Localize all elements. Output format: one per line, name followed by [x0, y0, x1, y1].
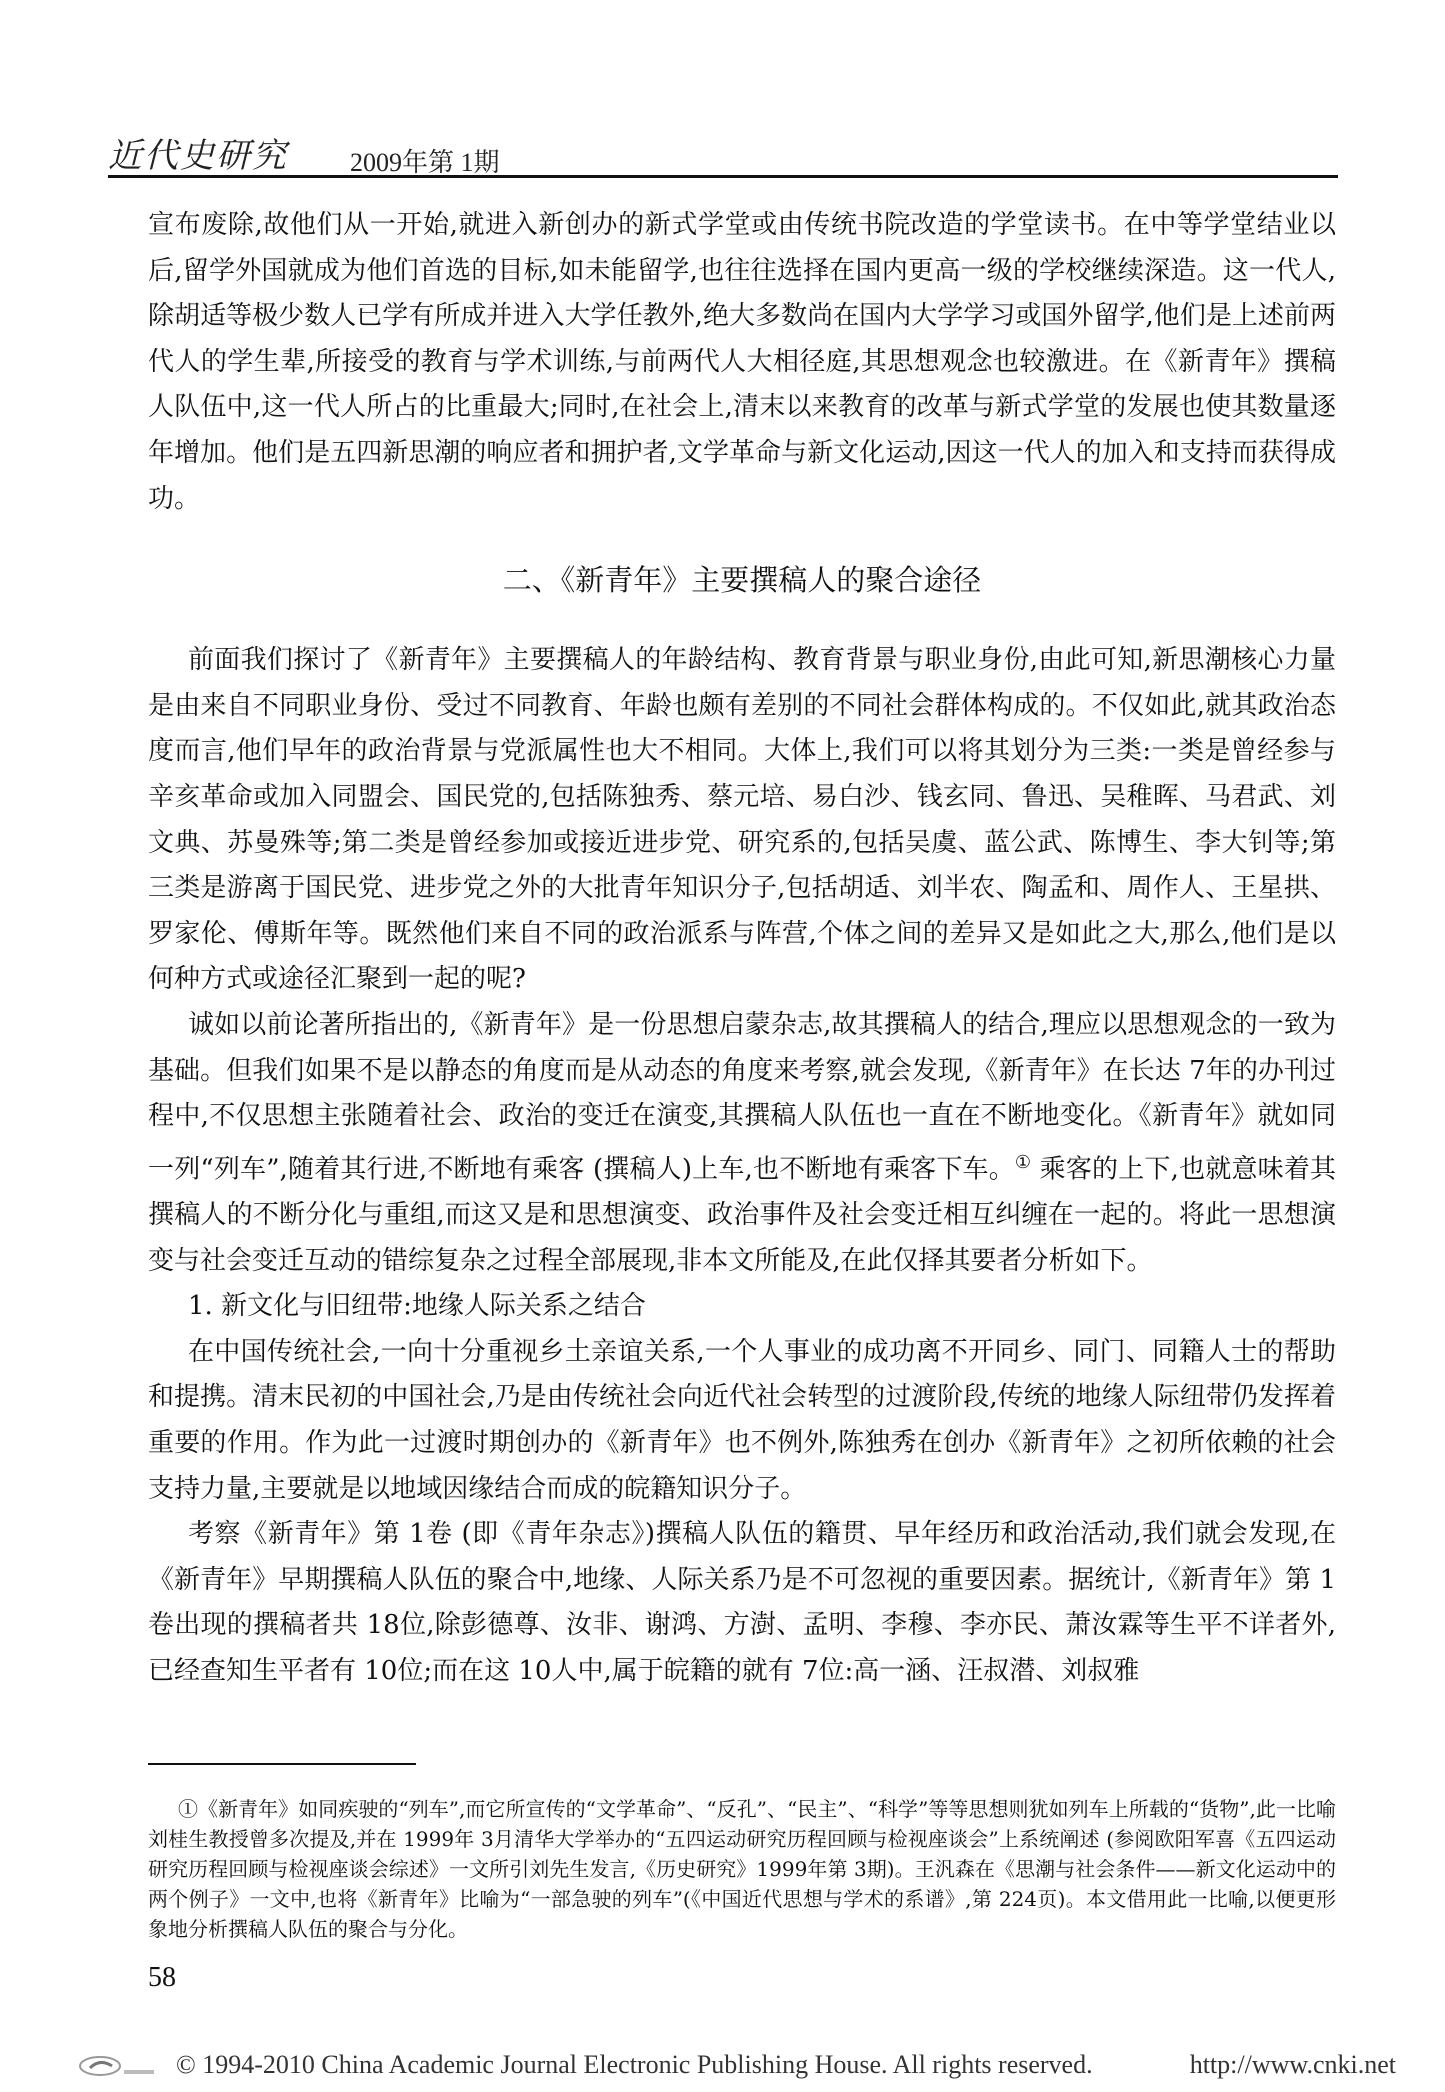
page-header [108, 128, 1338, 177]
cnki-logo-icon [76, 2052, 156, 2080]
page-footer [76, 2050, 1396, 2086]
footnote-rule [148, 1763, 416, 1765]
section-title: 二、《新青年》主要撰稿人的聚合途径 [502, 563, 982, 598]
paragraph-5: 考察《新青年》第 1卷 (即《青年杂志》)撰稿人队伍的籍贯、早年经历和政治活动,我们就会发现,在《新青年》早期撰稿人队伍的聚合中,地缘、人际关系乃是不可忽视的重要因素。据统计,《新青年》第 1卷出现的撰稿者共 18位,除彭德尊、汝非、谢鸿、方澍、孟明、李穆、李亦民、萧汝霖等生平不详者外,已经查知生平者有 10位;而在这 10人中,属于皖籍的就有 7位:高一涵、汪叔潜、刘叔雅 [148, 1519, 1336, 1686]
article-body [148, 203, 1336, 1694]
paragraph-3-part-a: 诚如以前论著所指出的,《新青年》是一份思想启蒙杂志,故其撰稿人的结合,理应以思想观念的一致为基础。但我们如果不是以静态的角度而是从动态的角度来考察,就会发现,《新青年》在长达 7年的办刊过程中,不仅思想主张随着社会、政治的变迁在演变,其撰稿人队伍也一直在不断地变化。《新青年》就如同一列“列车”,随着其行进,不断地有乘客 (撰稿人)上车,也不断地有乘客下车。 [148, 1009, 1336, 1185]
subsection-heading: 1. 新文化与旧纽带:地缘人际关系之结合 [188, 1291, 646, 1322]
journal-logo: 近代史研究 [108, 136, 288, 176]
paragraph-3 [148, 1003, 1336, 1284]
footnote: ①《新青年》如同疾驶的“列车”,而它所宣传的“文学革命”、“反孔”、“民主”、“科学”等等思想则犹如列车上所载的“货物”,此一比喻刘桂生教授曾多次提及,并在 1999年 3月清华大学举办的“五四运动研究历程回顾与检视座谈会”上系统阐述 (参阅欧阳军喜《五四运动研究历程回顾与检视座谈会综述》一文所引刘先生发言,《历史研究》1999年第 3期)。王汎森在《思潮与社会条件——新文化运动中的两个例子》一文中,也将《新青年》比喻为“一部急驶的列车”(《中国近代思想与学术的系谱》,第 224页)。本文借用此一比喻,以便更形象地分析撰稿人队伍的聚合与分化。 [148, 1797, 1336, 1941]
issue-label: 2009年第 1期 [350, 148, 500, 177]
footnote-marker[interactable]: ① [1014, 1151, 1032, 1173]
page-number: 58 [148, 1962, 176, 1993]
copyright-notice: © 1994-2010 China Academic Journal Electronic Publishing House. All rights reserved. [176, 2050, 1093, 2079]
cnki-link[interactable]: http://www.cnki.net [1189, 2050, 1396, 2079]
paragraph-3-part-b: 乘客的上下,也就意味着其撰稿人的不断分化与重组,而这又是和思想演变、政治事件及社会变迁相互纠缠在一起的。将此一思想演变与社会变迁互动的错综复杂之过程全部展现,非本文所能及,在此仅择其要者分析如下。 [148, 1154, 1337, 1276]
header-rule [108, 175, 1338, 178]
paragraph-4: 在中国传统社会,一向十分重视乡土亲谊关系,一个人事业的成功离不开同乡、同门、同籍人士的帮助和提携。清末民初的中国社会,乃是由传统社会向近代社会转型的过渡阶段,传统的地缘人际纽带仍发挥着重要的作用。作为此一过渡时期创办的《新青年》也不例外,陈独秀在创办《新青年》之初所依赖的社会支持力量,主要就是以地域因缘结合而成的皖籍知识分子。 [148, 1336, 1336, 1504]
paragraph-1: 宣布废除,故他们从一开始,就进入新创办的新式学堂或由传统书院改造的学堂读书。在中等学堂结业以后,留学外国就成为他们首选的目标,如未能留学,也往往选择在国内更高一级的学校继续深造。这一代人,除胡适等极少数人已学有所成并进入大学任教外,绝大多数尚在国内大学学习或国外留学,他们是上述前两代人的学生辈,所接受的教育与学术训练,与前两代人大相径庭,其思想观念也较激进。在《新青年》撰稿人队伍中,这一代人所占的比重最大;同时,在社会上,清末以来教育的改革与新式学堂的发展也使其数量逐年增加。他们是五四新思潮的响应者和拥护者,文学革命与新文化运动,因这一代人的加入和支持而获得成功。 [148, 210, 1336, 514]
paragraph-2: 前面我们探讨了《新青年》主要撰稿人的年龄结构、教育背景与职业身份,由此可知,新思潮核心力量是由来自不同职业身份、受过不同教育、年龄也颇有差别的不同社会群体构成的。不仅如此,就其政治态度而言,他们早年的政治背景与党派属性也大不相同。大体上,我们可以将其划分为三类:一类是曾经参与辛亥革命或加入同盟会、国民党的,包括陈独秀、蔡元培、易白沙、钱玄同、鲁迅、吴稚晖、马君武、刘文典、苏曼殊等;第二类是曾经参加或接近进步党、研究系的,包括吴虞、蓝公武、陈博生、李大钊等;第三类是游离于国民党、进步党之外的大批青年知识分子,包括胡适、刘半农、陶孟和、周作人、王星拱、罗家伦、傅斯年等。既然他们来自不同的政治派系与阵营,个体之间的差异又是如此之大,那么,他们是以何种方式或途径汇聚到一起的呢? [148, 645, 1336, 995]
